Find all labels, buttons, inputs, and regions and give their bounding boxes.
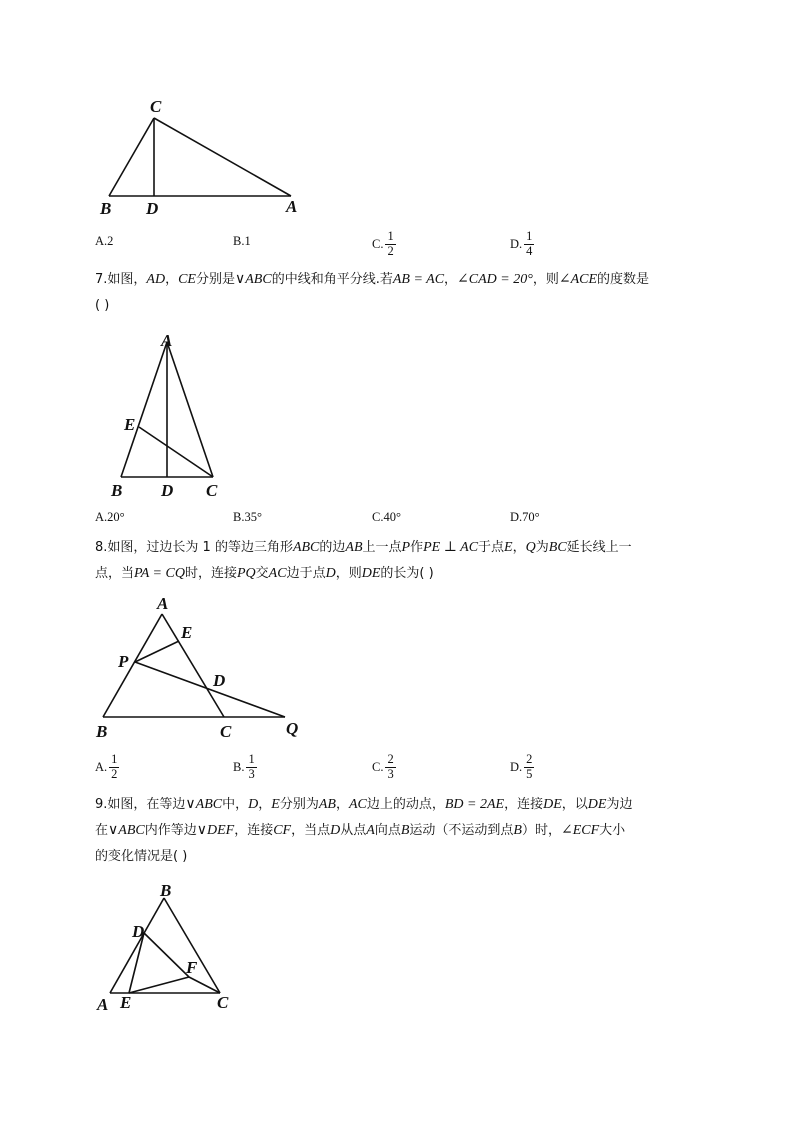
fraction: $\frac{2}{3}$ [387,752,394,781]
label-c: C [150,97,162,116]
q8-text: 8.如图，过边长为 1 的等边三角形ABC的边AB上一点P作PE ⊥ AC于点E，Q为BC延长线上一 点，当PA = CQ时，连接PQ交AC边于点D，则DE的长为( ) [95,540,632,581]
segment-bc [109,118,154,196]
label-p: P [118,652,129,671]
segment-df [144,933,189,977]
triangle-abc-with-pq-diagram [92,592,312,744]
label-c: C [206,481,218,500]
q6-option-c[interactable]: C. $\frac{1}{2}$ [372,229,394,258]
label-d: D [132,922,145,941]
q6-option-d[interactable]: D. $\frac{1}{4}$ [510,229,533,258]
fraction: $\frac{1}{4}$ [526,229,533,258]
q7-option-d[interactable]: D.70° [510,510,540,524]
q7-option-a[interactable]: A.20° [95,510,125,524]
fraction: $\frac{1}{2}$ [387,229,394,258]
figure-q8 [92,592,312,744]
q8-option-c[interactable]: C. $\frac{2}{3}$ [372,752,394,781]
label-a: A [286,197,298,216]
q7-option-b[interactable]: B.35° [233,510,262,524]
fraction: $\frac{2}{5}$ [526,752,533,781]
label-e: E [120,993,132,1012]
segment-ce [139,427,213,477]
label-d: D [161,481,174,500]
q6-options [95,230,715,260]
q7-text: 7.如图，AD，CE分别是∨ABC的中线和角平分线.若AB = AC，∠CAD = 20°，则∠ACE的度数是 ( ) [95,272,650,313]
label-e: E [124,415,136,434]
q8-option-a[interactable]: A. $\frac{1}{2}$ [95,752,118,781]
segment-ab [103,614,162,717]
segment-ef [129,977,189,993]
q8-option-b[interactable]: B. $\frac{1}{3}$ [233,752,255,781]
segment-ab [121,342,167,477]
fraction: $\frac{1}{3}$ [248,752,255,781]
q7-option-c[interactable]: C.40° [372,510,401,524]
equilateral-triangles-diagram [92,878,252,1018]
q6-option-b[interactable]: B.1 [233,234,251,248]
figure-q6 [95,95,315,220]
segment-pe [135,641,179,662]
q8-option-d[interactable]: D. $\frac{2}{5}$ [510,752,533,781]
figure-q7 [105,330,235,502]
label-a: A [161,331,173,350]
triangle-bda-diagram [95,95,315,220]
label-a: A [157,594,169,613]
q9-text: 9.如图，在等边∨ABC中，D，E分别为AB，AC边上的动点，BD = 2AE，连接DE，以DE为边 在∨ABC内作等边∨DEF，连接CF，当点D从点A向点B运动（不运动到点B）时，∠ECF大小 的变化情况是( ) [95,797,633,864]
segment-de [129,933,144,993]
segment-ac [167,342,213,477]
label-c: C [217,993,229,1012]
label-f: F [186,958,198,977]
triangle-abc-diagram [105,330,235,502]
label-a: A [97,995,109,1014]
q8-options [95,753,715,783]
segment-pq [135,662,285,717]
label-b: B [96,722,108,741]
segment-ca [154,118,291,196]
figure-q9 [92,878,252,1018]
label-b: B [111,481,123,500]
label-e: E [181,623,193,642]
label-d: D [146,199,159,218]
q6-option-a[interactable]: A.2 [95,234,114,248]
label-d: D [213,671,226,690]
label-b: B [160,881,172,900]
segment-ac [162,614,224,717]
label-b: B [100,199,112,218]
label-q: Q [286,719,299,738]
label-c: C [220,722,232,741]
fraction: $\frac{1}{2}$ [111,752,118,781]
